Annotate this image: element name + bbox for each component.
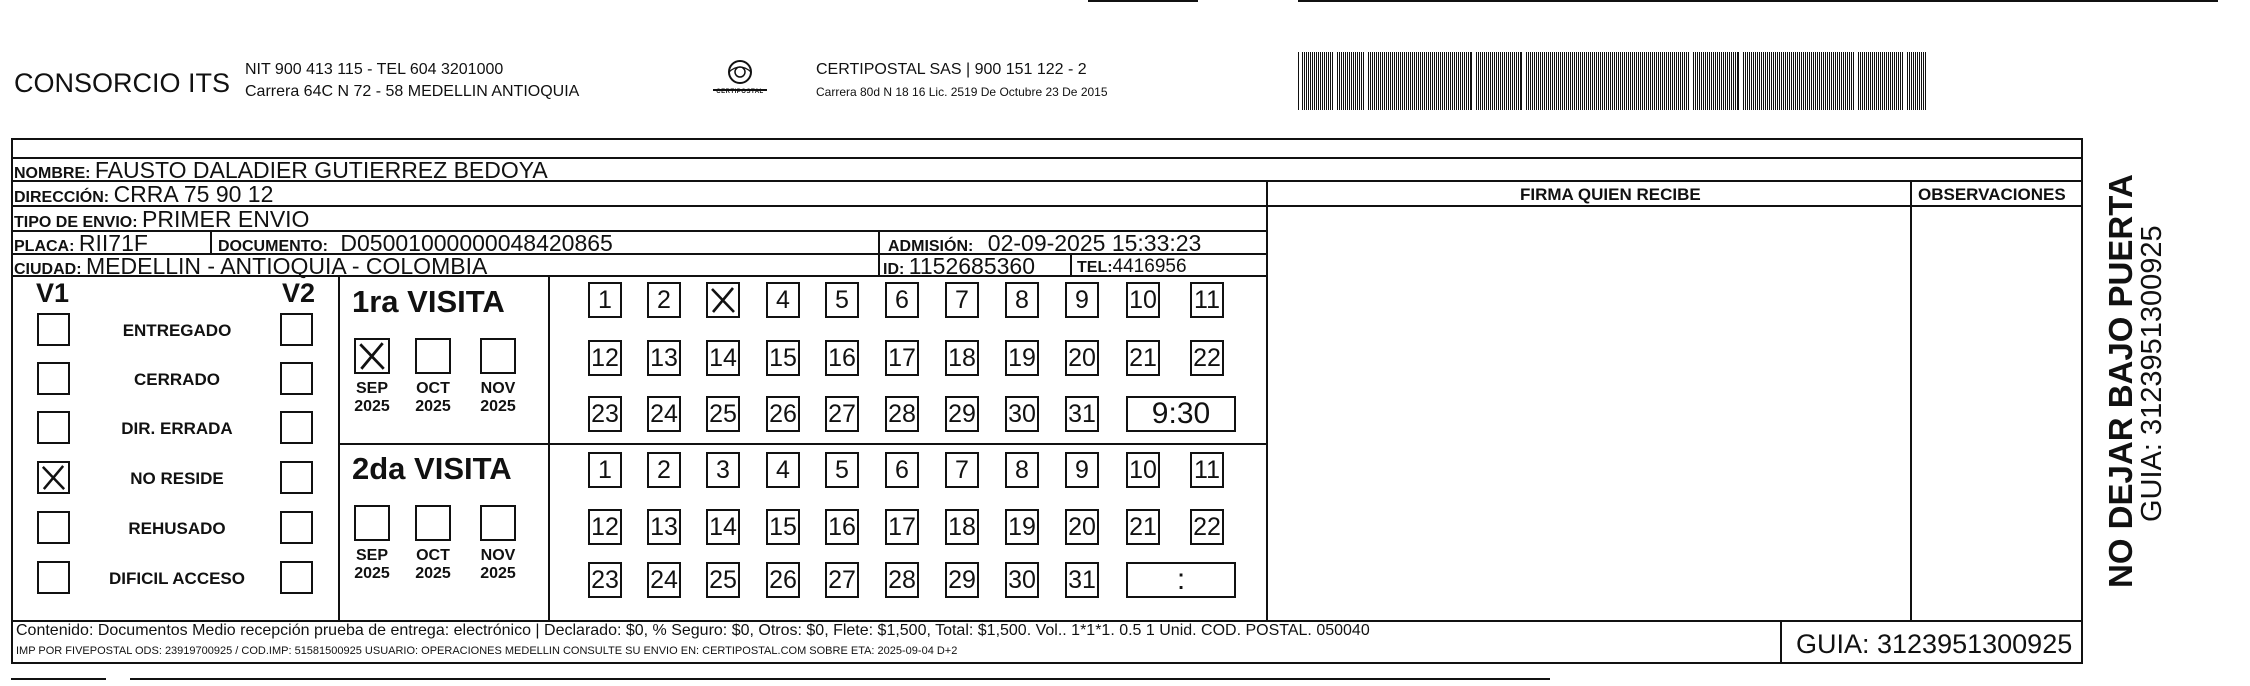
direccion-value: CRRA 75 90 12: [113, 181, 274, 207]
v2-checkbox-4[interactable]: [280, 511, 313, 544]
v2-checkbox-5[interactable]: [280, 561, 313, 594]
tel-cell: [1077, 257, 1187, 276]
tipo-label: TIPO DE ENVIO:: [14, 214, 138, 231]
row-line: [338, 443, 550, 445]
ciudad-value: MEDELLIN - ANTIOQUIA - COLOMBIA: [86, 253, 488, 279]
col-line: [210, 230, 212, 253]
v2-checkbox-3[interactable]: [280, 461, 313, 494]
documento-label: DOCUMENTO:: [218, 238, 328, 255]
visit1-month-label-2: NOV 2025: [480, 380, 516, 415]
visit2-day-10[interactable]: 10: [1126, 452, 1160, 488]
status-label-1: CERRADO: [134, 370, 220, 389]
documento-cell: [218, 232, 613, 255]
visit2-day-31[interactable]: 31: [1065, 562, 1099, 598]
visit2-day-12[interactable]: 12: [588, 509, 622, 545]
certipostal-logo-icon: [705, 58, 775, 98]
visit1-day-20[interactable]: 20: [1065, 340, 1099, 376]
visit1-day-8[interactable]: 8: [1005, 282, 1039, 318]
bottom-rule: [130, 678, 1550, 680]
visit2-day-17[interactable]: 17: [885, 509, 919, 545]
observaciones-header: OBSERVACIONES: [1918, 185, 2066, 204]
v2-checkbox-0[interactable]: [280, 313, 313, 346]
id-cell: [883, 255, 1035, 278]
visit1-day-7[interactable]: 7: [945, 282, 979, 318]
visit1-day-10[interactable]: 10: [1126, 282, 1160, 318]
col-line: [878, 230, 880, 275]
tipo-row: [14, 208, 309, 231]
col-line: [1780, 620, 1782, 664]
visit2-day-20[interactable]: 20: [1065, 509, 1099, 545]
visit1-day-11[interactable]: 11: [1190, 282, 1224, 318]
visit1-day-27[interactable]: 27: [825, 396, 859, 432]
status-label-2: DIR. ERRADA: [121, 419, 233, 438]
col-line: [338, 275, 340, 620]
visit2-day-14[interactable]: 14: [706, 509, 740, 545]
visit1-day-4[interactable]: 4: [766, 282, 800, 318]
visit2-month-label-1: OCT 2025: [415, 547, 451, 582]
visit2-day-7[interactable]: 7: [945, 452, 979, 488]
visit1-day-2[interactable]: 2: [647, 282, 681, 318]
nombre-value: FAUSTO DALADIER GUTIERREZ BEDOYA: [94, 157, 548, 183]
visit2-day-25[interactable]: 25: [706, 562, 740, 598]
v2-checkbox-1[interactable]: [280, 362, 313, 395]
tel-label: TEL:: [1077, 259, 1113, 276]
col-line: [1070, 253, 1072, 275]
row-line: [11, 138, 2083, 140]
visit1-day-29[interactable]: 29: [945, 396, 979, 432]
v1-checkbox-3[interactable]: [37, 461, 70, 494]
visit2-day-2[interactable]: 2: [647, 452, 681, 488]
v1-checkbox-1[interactable]: [37, 362, 70, 395]
col-line: [1910, 180, 1912, 620]
visit2-month-checkbox-1[interactable]: [415, 505, 451, 541]
tel-value: 4416956: [1112, 256, 1187, 277]
direccion-label: DIRECCIÓN:: [14, 189, 110, 206]
visit2-day-15[interactable]: 15: [766, 509, 800, 545]
visit1-day-14[interactable]: 14: [706, 340, 740, 376]
top-rule: [1298, 0, 2218, 2]
visit1-month-label-0: SEP 2025: [354, 380, 390, 415]
visit2-day-9[interactable]: 9: [1065, 452, 1099, 488]
side-warning: NO DEJAR BAJO PUERTA: [2102, 174, 2139, 588]
visit2-day-11[interactable]: 11: [1190, 452, 1224, 488]
visit2-time-box[interactable]: :: [1126, 562, 1236, 598]
visit1-day-12[interactable]: 12: [588, 340, 622, 376]
visit2-day-24[interactable]: 24: [647, 562, 681, 598]
visit2-day-8[interactable]: 8: [1005, 452, 1039, 488]
visit2-day-5[interactable]: 5: [825, 452, 859, 488]
admision-value: 02-09-2025 15:33:23: [987, 230, 1202, 256]
status-label-4: REHUSADO: [128, 519, 226, 538]
status-label-0: ENTREGADO: [122, 321, 232, 340]
placa-value: RII71F: [78, 230, 148, 256]
carrier-address: Carrera 80d N 18 16 Lic. 2519 De Octubre 23 De 2015: [816, 85, 1108, 99]
visit2-day-29[interactable]: 29: [945, 562, 979, 598]
col-line: [1266, 180, 1268, 620]
company-address: Carrera 64C N 72 - 58 MEDELLIN ANTIOQUIA: [245, 83, 580, 100]
visit2-day-6[interactable]: 6: [885, 452, 919, 488]
visit2-day-26[interactable]: 26: [766, 562, 800, 598]
top-rule: [1088, 0, 1198, 2]
visit1-day-25[interactable]: 25: [706, 396, 740, 432]
footer-imp: IMP POR FIVEPOSTAL ODS: 23919700925 / COD.IMP: 51581500925 USUARIO: OPERACIONES MEDELLIN CONSULTE SU ENVIO EN: CERTIPOSTAL.COM SOBRE ETA: 2025-09-04 D+2: [16, 645, 958, 657]
visit2-month-label-2: NOV 2025: [480, 547, 516, 582]
visit2-month-checkbox-0[interactable]: [354, 505, 390, 541]
visit2-day-21[interactable]: 21: [1126, 509, 1160, 545]
status-label-5: DIFICIL ACCESO: [108, 569, 245, 588]
visit1-day-31[interactable]: 31: [1065, 396, 1099, 432]
visit2-month-label-0: SEP 2025: [354, 547, 390, 582]
nombre-label: NOMBRE:: [14, 165, 91, 182]
visit1-time-box[interactable]: 9:30: [1126, 396, 1236, 432]
placa-cell: [14, 232, 148, 255]
footer-content: Contenido: Documentos Medio recepción prueba de entrega: electrónico | Declarado: $0, % Seguro: $0, Otros: $0, Flete: $1,500, Total: $1,500. Vol.. 1*1*1. 0.5 1 Unid. COD. POSTAL. 050040: [16, 622, 1370, 639]
visit2-day-28[interactable]: 28: [885, 562, 919, 598]
visit1-day-19[interactable]: 19: [1005, 340, 1039, 376]
visit1-day-26[interactable]: 26: [766, 396, 800, 432]
visit2-month-checkbox-2[interactable]: [480, 505, 516, 541]
placa-label: PLACA:: [14, 238, 75, 255]
visit1-month-checkbox-1[interactable]: [415, 338, 451, 374]
company-nit: NIT 900 413 115 - TEL 604 3201000: [245, 61, 504, 78]
visit2-day-18[interactable]: 18: [945, 509, 979, 545]
row-line: [11, 205, 2083, 207]
id-label: ID:: [883, 261, 905, 278]
ciudad-label: CIUDAD:: [14, 261, 82, 278]
visit2-day-3[interactable]: 3: [706, 452, 740, 488]
visit1-month-label-1: OCT 2025: [415, 380, 451, 415]
visit2-day-19[interactable]: 19: [1005, 509, 1039, 545]
visit2-title: 2da VISITA: [352, 451, 512, 486]
direccion-row: [14, 183, 273, 206]
visit2-day-1[interactable]: 1: [588, 452, 622, 488]
v1-checkbox-4[interactable]: [37, 511, 70, 544]
v1-checkbox-5[interactable]: [37, 561, 70, 594]
tipo-value: PRIMER ENVIO: [142, 206, 310, 232]
visit2-day-23[interactable]: 23: [588, 562, 622, 598]
v1-checkbox-0[interactable]: [37, 313, 70, 346]
visit1-month-checkbox-0[interactable]: [354, 338, 390, 374]
visit1-day-18[interactable]: 18: [945, 340, 979, 376]
side-guia: GUIA: 3123951300925: [2136, 225, 2168, 522]
visit1-day-30[interactable]: 30: [1005, 396, 1039, 432]
company-name: CONSORCIO ITS: [14, 68, 231, 98]
bottom-rule: [11, 678, 106, 680]
visit2-day-4[interactable]: 4: [766, 452, 800, 488]
barcode: [1298, 52, 1928, 110]
col-line: [2081, 180, 2083, 620]
visit2-day-27[interactable]: 27: [825, 562, 859, 598]
v1-header: V1: [36, 278, 70, 308]
visit1-day-17[interactable]: 17: [885, 340, 919, 376]
col-line: [548, 275, 550, 620]
v2-checkbox-2[interactable]: [280, 411, 313, 444]
visit1-day-1[interactable]: 1: [588, 282, 622, 318]
id-value: 1152685360: [908, 253, 1035, 279]
visit2-day-13[interactable]: 13: [647, 509, 681, 545]
admision-cell: [888, 232, 1201, 255]
visit2-day-16[interactable]: 16: [825, 509, 859, 545]
firma-header: FIRMA QUIEN RECIBE: [1520, 185, 1701, 204]
status-label-3: NO RESIDE: [130, 469, 224, 488]
footer-guia: GUIA: 3123951300925: [1796, 629, 2073, 659]
visit1-day-15[interactable]: 15: [766, 340, 800, 376]
visit1-day-16[interactable]: 16: [825, 340, 859, 376]
visit1-month-checkbox-2[interactable]: [480, 338, 516, 374]
visit1-day-6[interactable]: 6: [885, 282, 919, 318]
visit1-day-13[interactable]: 13: [647, 340, 681, 376]
nombre-row: [14, 159, 548, 182]
admision-label: ADMISIÓN:: [888, 238, 974, 255]
visit1-day-24[interactable]: 24: [647, 396, 681, 432]
visit1-day-3[interactable]: [706, 282, 740, 318]
visit1-day-22[interactable]: 22: [1190, 340, 1224, 376]
visit2-day-30[interactable]: 30: [1005, 562, 1039, 598]
visit1-day-23[interactable]: 23: [588, 396, 622, 432]
visit1-day-28[interactable]: 28: [885, 396, 919, 432]
v1-checkbox-2[interactable]: [37, 411, 70, 444]
visit1-day-5[interactable]: 5: [825, 282, 859, 318]
logo-text: CERTIPOSTAL: [716, 89, 764, 95]
visit1-day-9[interactable]: 9: [1065, 282, 1099, 318]
ciudad-cell: [14, 255, 487, 278]
form-border: [11, 138, 2083, 664]
visit2-day-22[interactable]: 22: [1190, 509, 1224, 545]
documento-value: D05001000000048420865: [340, 230, 613, 256]
carrier-name: CERTIPOSTAL SAS | 900 151 122 - 2: [816, 61, 1087, 78]
v2-header: V2: [282, 278, 316, 308]
visit1-day-21[interactable]: 21: [1126, 340, 1160, 376]
row-line: [550, 443, 1268, 445]
visit1-title: 1ra VISITA: [352, 284, 505, 319]
